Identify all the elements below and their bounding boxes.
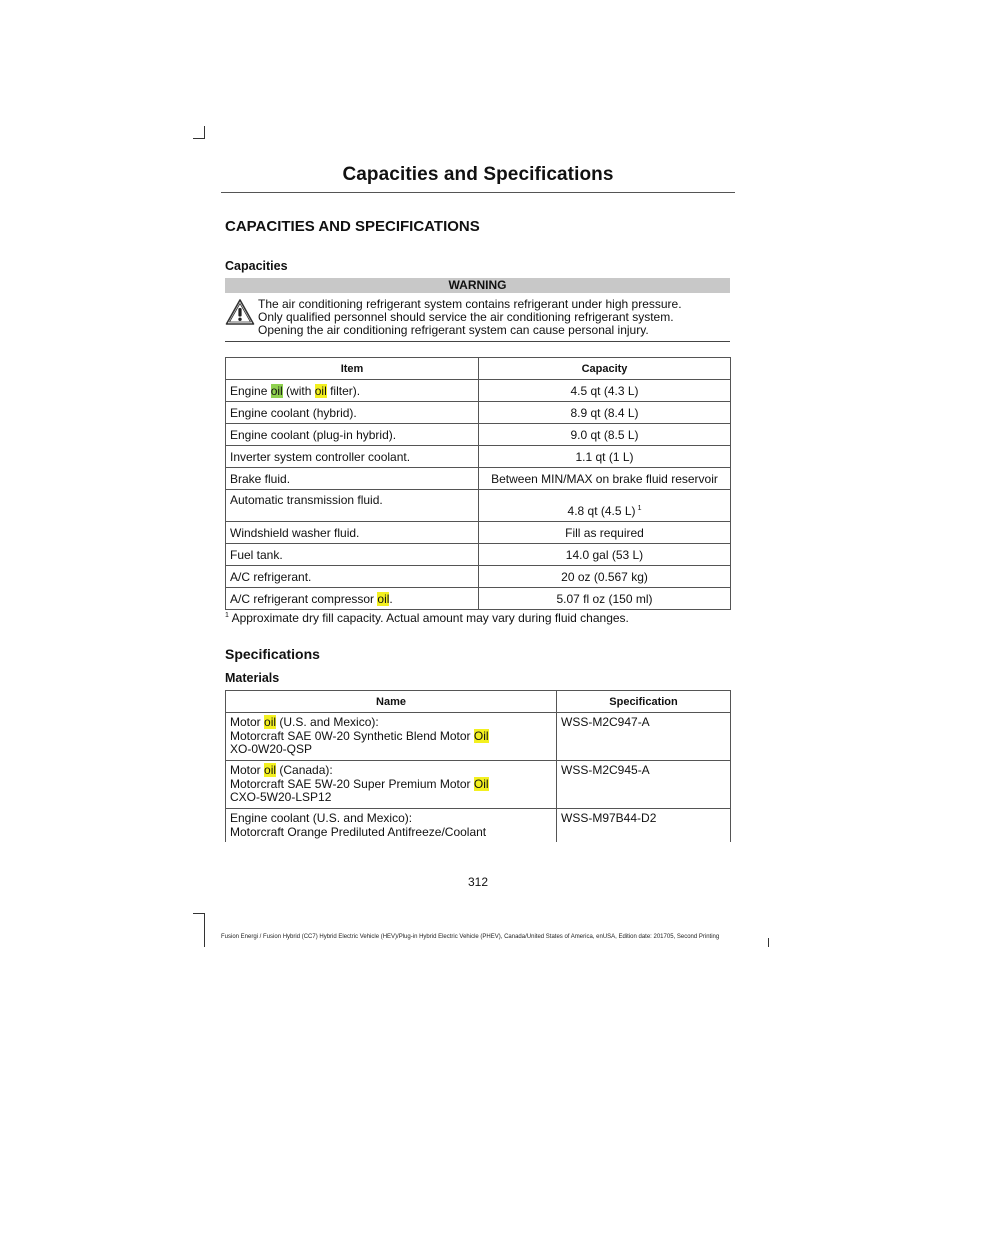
warning-rule [225,341,730,342]
table-row [226,761,731,809]
capacity-cell: Fill as required [479,522,731,544]
table-row [226,468,731,490]
specification-cell: WSS-M97B44-D2 [557,809,731,843]
warning-triangle-icon [225,298,255,326]
table-row [226,809,731,843]
footnote-ref: 1 [637,505,642,512]
table-row [226,588,731,610]
name-line: Motorcraft Orange Prediluted Antifreeze/Coolant [230,824,487,839]
capacity-cell: Between MIN/MAX on brake fluid reservoir [479,468,731,490]
warning-line: Opening the air conditioning refrigerant system can cause personal injury. [258,323,649,337]
name-cell [226,809,557,843]
materials-title: Materials [225,671,280,685]
item-cell: Windshield washer fluid. [226,522,479,544]
name-cell [226,713,557,761]
table-row [226,522,731,544]
capacities-table [225,357,731,610]
table-row [226,713,731,761]
capacity-cell: 14.0 gal (53 L) [479,544,731,566]
crop-mark [193,138,205,139]
table-row [226,544,731,566]
footnote-marker: 1 [225,612,229,619]
name-line: XO-0W20-QSP [230,742,313,756]
item-cell: A/C refrigerant. [226,566,479,588]
capacity-cell: 9.0 qt (8.5 L) [479,424,731,446]
item-cell: Fuel tank. [226,544,479,566]
column-header-specification: Specification [557,691,731,713]
footer-text: Fusion Energi / Fusion Hybrid (CC7) Hybrid Electric Vehicle (HEV)/Plug-in Hybrid Electric Vehicle (PHEV), Canada/United States of America, enUSA, Edition date: 201705, Second Printing [221,934,720,940]
name-line: Motor oil (Canada): [230,763,333,777]
name-line: Motor oil (U.S. and Mexico): [230,715,379,729]
item-cell: Engine oil (with oil filter). [226,380,479,402]
name-line: Motorcraft SAE 5W-20 Super Premium Motor Oil [230,776,489,791]
capacity-cell: 5.07 fl oz (150 ml) [479,588,731,610]
capacity-cell: 20 oz (0.567 kg) [479,566,731,588]
item-cell: Engine coolant (plug-in hybrid). [226,424,479,446]
item-cell: Inverter system controller coolant. [226,446,479,468]
crop-mark [768,938,769,947]
specification-cell: WSS-M2C947-A [557,713,731,761]
table-row [226,446,731,468]
page-header: Capacities and Specifications [342,164,614,185]
warning-line: Only qualified personnel should service the air conditioning refrigerant system. [258,310,674,324]
name-cell [226,761,557,809]
footnote-text: Approximate dry fill capacity. Actual amount may vary during fluid changes. [231,611,629,625]
column-header-capacity: Capacity [479,358,731,380]
table-row [226,402,731,424]
warning-line: The air conditioning refrigerant system contains refrigerant under high pressure. [258,297,682,311]
capacity-cell: 1.1 qt (1 L) [479,446,731,468]
column-header-name: Name [226,691,557,713]
table-header-row [226,358,731,380]
table-row [226,380,731,402]
specifications-title: Specifications [225,646,320,662]
table-header-row [226,691,731,713]
warning-label: WARNING [225,278,730,293]
item-cell: Automatic transmission fluid. [226,490,479,522]
table-row [226,490,731,522]
table-row [226,424,731,446]
item-cell: Brake fluid. [226,468,479,490]
name-line: Motorcraft SAE 0W-20 Synthetic Blend Motor Oil [230,728,489,743]
table-row [226,566,731,588]
crop-mark [204,126,205,138]
capacity-value: 4.8 qt (4.5 L) [567,504,636,518]
column-header-item: Item [226,358,479,380]
capacity-cell: 8.9 qt (8.4 L) [479,402,731,424]
section-title: CAPACITIES AND SPECIFICATIONS [225,218,480,235]
header-rule [221,192,735,193]
capacities-title: Capacities [225,259,288,273]
materials-table [225,690,731,842]
warning-text [258,298,730,337]
capacity-cell [479,490,731,522]
specification-cell: WSS-M2C945-A [557,761,731,809]
page-number: 312 [467,875,489,889]
footnote [225,611,629,625]
crop-mark [204,913,205,947]
item-cell: A/C refrigerant compressor oil. [226,588,479,610]
item-cell: Engine coolant (hybrid). [226,402,479,424]
name-line: Engine coolant (U.S. and Mexico): [230,811,413,825]
capacity-cell: 4.5 qt (4.3 L) [479,380,731,402]
name-line: CXO-5W20-LSP12 [230,790,332,804]
